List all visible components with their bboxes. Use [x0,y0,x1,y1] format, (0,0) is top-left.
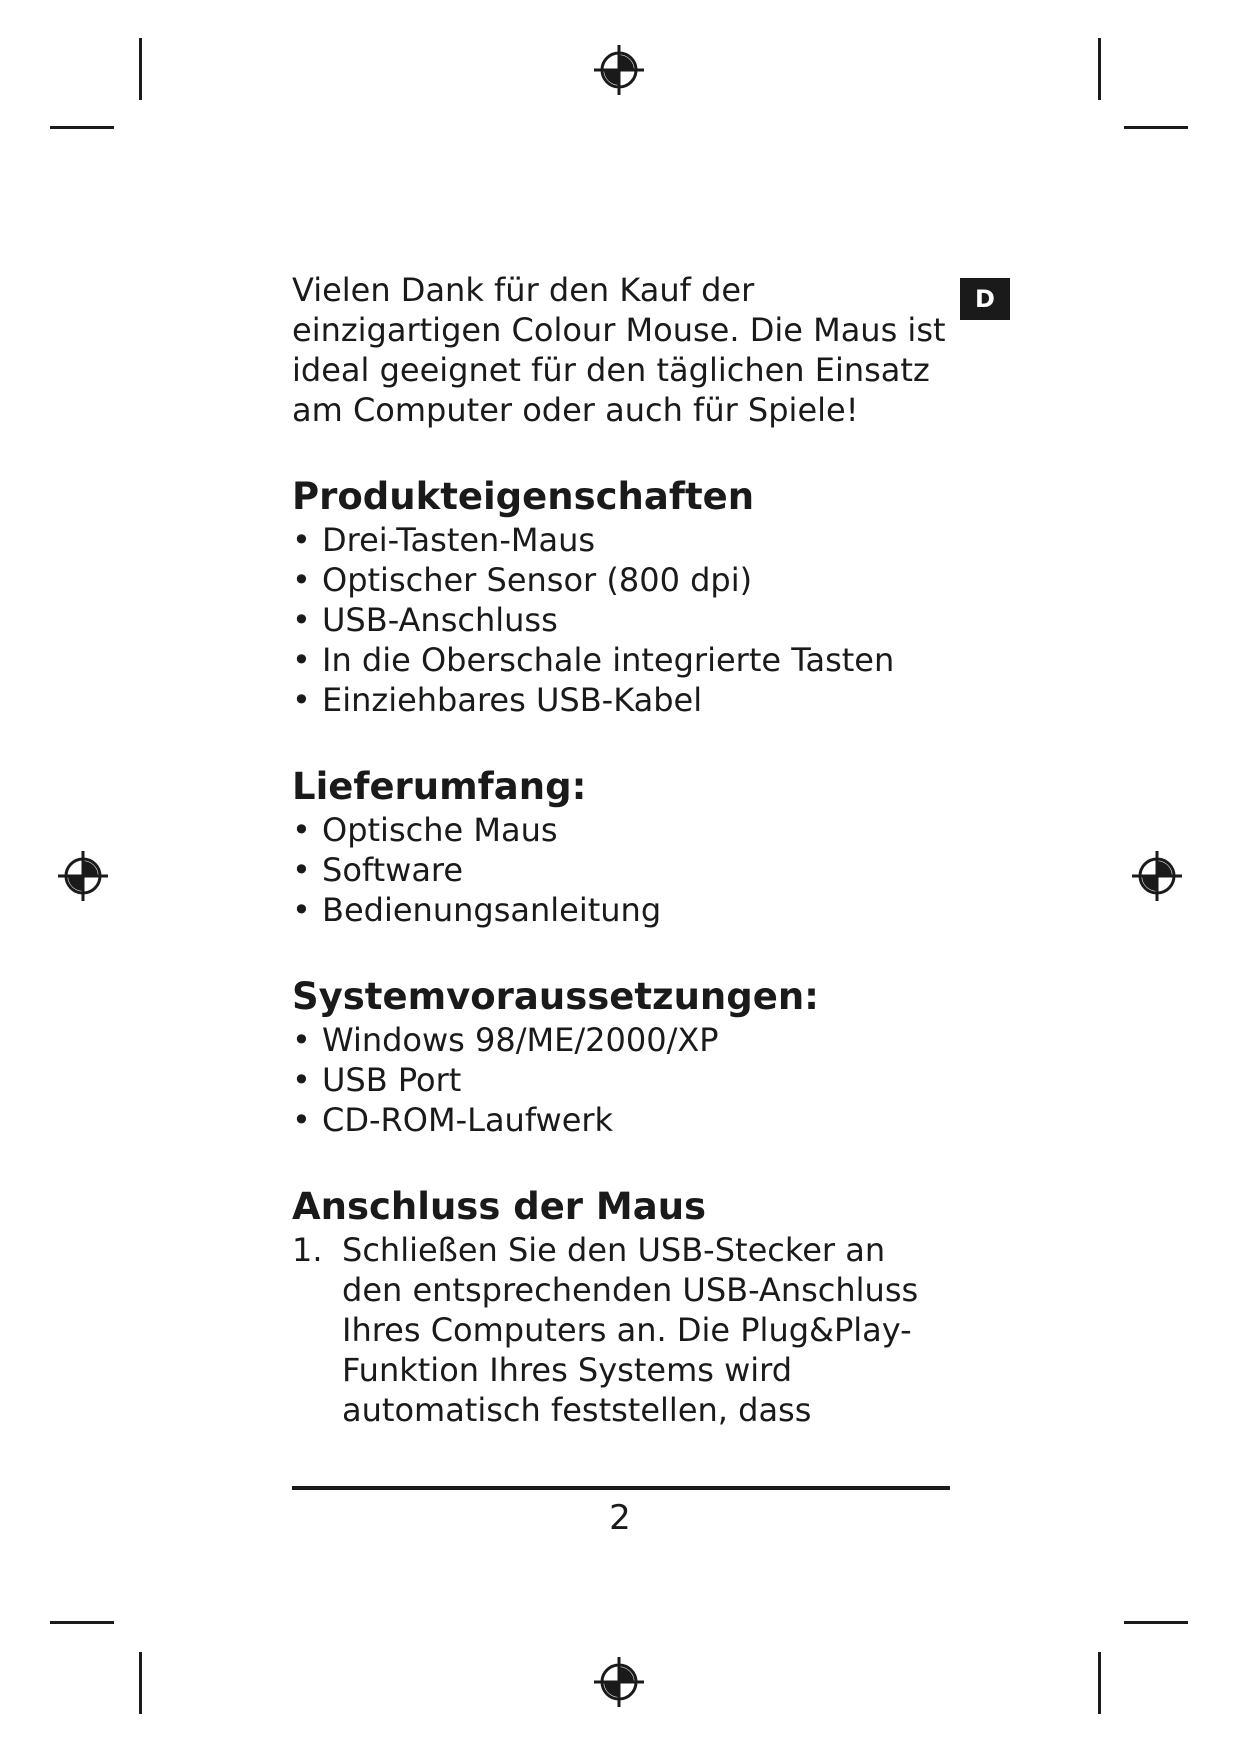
connection-heading: Anschluss der Maus [292,1185,707,1228]
registration-mark-right-icon [1131,850,1183,902]
crop-mark-top-left-vertical [139,38,142,100]
language-badge: D [960,278,1010,320]
page-content [292,270,952,1430]
crop-mark-bottom-right-vertical [1098,1652,1101,1714]
crop-mark-top-right-vertical [1098,38,1101,100]
list-item: • Einziehbares USB-Kabel [292,680,952,720]
intro-paragraph: Vielen Dank für den Kauf der einzigartigen Colour Mouse. Die Maus ist ideal geeignet für den täglichen Einsatz am Computer oder auch für Spiele! [292,271,946,429]
list-item: • In die Oberschale integrierte Tasten [292,640,952,680]
step-number: 1. [292,1231,323,1269]
registration-mark-top-icon [593,44,645,96]
list-item: • Optische Maus [292,810,952,850]
list-item: • Bedienungsanleitung [292,890,952,930]
requirements-list [292,1020,952,1140]
list-item: • Optischer Sensor (800 dpi) [292,560,952,600]
list-item: • CD-ROM-Laufwerk [292,1100,952,1140]
crop-mark-bottom-left-vertical [139,1652,142,1714]
registration-mark-bottom-icon [593,1656,645,1708]
crop-mark-bottom-right-horizontal [1124,1621,1188,1624]
crop-mark-top-right-horizontal [1124,126,1188,129]
page-number: 2 [609,1498,631,1538]
footer-divider [292,1486,950,1490]
list-item: • USB-Anschluss [292,600,952,640]
crop-mark-top-left-horizontal [50,126,114,129]
requirements-heading: Systemvoraussetzungen: [292,975,819,1018]
connection-steps [292,1230,952,1430]
list-item: • Software [292,850,952,890]
features-list [292,520,952,720]
list-item: • Windows 98/ME/2000/XP [292,1020,952,1060]
crop-mark-bottom-left-horizontal [50,1621,114,1624]
package-heading: Lieferumfang: [292,765,587,808]
step-item [292,1230,952,1430]
package-list [292,810,952,930]
features-heading: Produkteigenschaften [292,475,755,518]
list-item: • Drei-Tasten-Maus [292,520,952,560]
registration-mark-left-icon [57,850,109,902]
step-text: Schließen Sie den USB-Stecker an den entsprechenden USB-Anschluss Ihres Computers an. Die Plug&Play-Funktion Ihres Systems wird automatisch feststellen, dass [342,1231,919,1429]
list-item: • USB Port [292,1060,952,1100]
